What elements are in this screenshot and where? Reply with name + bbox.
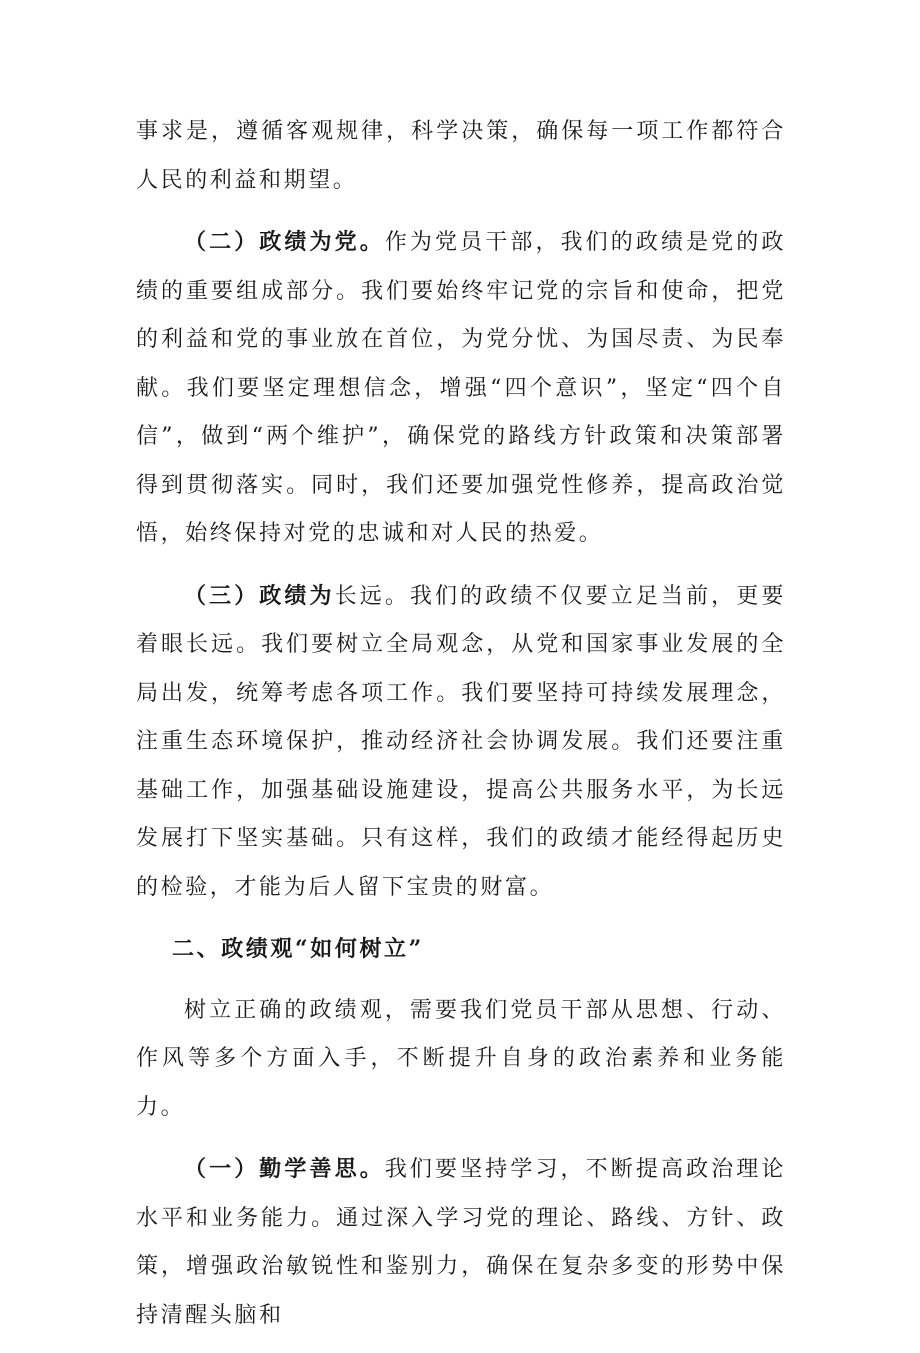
paragraph-lead: （一）勤学善思。 xyxy=(184,1156,385,1182)
paragraph-zhengji-changyuan xyxy=(136,572,786,913)
paragraph-text: 树立正确的政绩观，需要我们党员干部从思想、行动、作风等多个方面入手，不断提升自身的政治素养和业务能力。 xyxy=(136,997,786,1120)
paragraph-text: 我们要坚持学习，不断提高政治理论水平和业务能力。通过深入学习党的理论、路线、方针、政策，增强政治敏锐性和鉴别力，确保在复杂多变的形势中保持清醒头脑和 xyxy=(136,1157,786,1328)
paragraph-text: 长远。我们的政绩不仅要立足当前，更要着眼长远。我们要树立全局观念，从党和国家事业发展的全局出发，统筹考虑各项工作。我们要坚持可持续发展理念，注重生态环境保护，推动经济社会协调发展。我们还要注重基础工作，加强基础设施建设，提高公共服务水平，为长远发展打下坚实基础。只有这样，我们的政绩才能经得起历史的检验，才能为后人留下宝贵的财富。 xyxy=(136,583,786,900)
paragraph-zhengji-weidang xyxy=(136,218,786,559)
document-page xyxy=(136,108,786,1353)
paragraph-lead: （三）政绩为 xyxy=(184,582,335,609)
section-heading: 二、政绩观“如何树立” xyxy=(172,936,424,962)
paragraph-lead: （二）政绩为党。 xyxy=(184,229,385,255)
paragraph-text: 作为党员干部，我们的政绩是党的政绩的重要组成部分。我们要始终牢记党的宗旨和使命，把党的利益和党的事业放在首位，为党分忧、为国尽责、为民奉献。我们要坚定理想信念，增强“四个意识”，坚定“四个自信”，做到“两个维护”，确保党的路线方针政策和决策部署得到贯彻落实。同时，我们还要加强党性修养，提高政治觉悟，始终保持对党的忠诚和对人民的热爱。 xyxy=(136,230,786,546)
paragraph-continuation xyxy=(136,108,786,205)
paragraph-qinxue-shansi xyxy=(136,1145,786,1340)
paragraph-intro xyxy=(136,987,786,1133)
paragraph-text: 事求是，遵循客观规律，科学决策，确保每一项工作都符合人民的利益和期望。 xyxy=(136,119,786,193)
